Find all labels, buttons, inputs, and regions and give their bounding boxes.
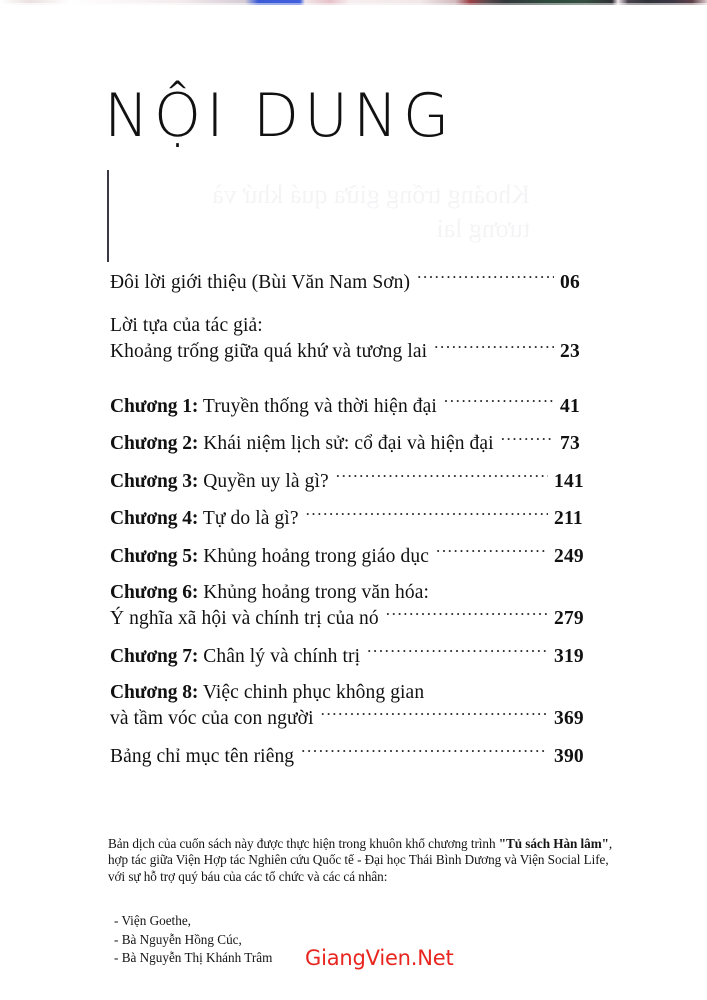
toc-entry-chapter-2[interactable] (110, 430, 600, 457)
leader-dots (336, 467, 548, 487)
leader-dots (386, 605, 548, 625)
credit-item: - Viện Goethe, (114, 913, 191, 928)
scan-edge-strip (0, 0, 707, 5)
footer-note-series-name: "Tủ sách Hàn lâm" (498, 836, 609, 851)
leader-dots (367, 642, 548, 662)
chapter-title: Truyền thống và thời hiện đại (202, 395, 437, 417)
leader-dots (434, 338, 554, 358)
toc-page-number: 23 (560, 341, 580, 362)
chapter-label: Chương 5: (110, 545, 199, 567)
chapter-label: Chương 4: (110, 508, 199, 529)
leader-dots (321, 705, 548, 725)
toc-entry-index[interactable] (110, 742, 600, 769)
toc-page-number: 369 (554, 708, 584, 729)
watermark: GiangVien.Net (305, 946, 454, 970)
toc-entry-chapter-3[interactable] (110, 467, 600, 494)
toc-entry-title-line2: Khoảng trống giữa quá khứ và tương lai (110, 341, 428, 362)
toc-page-number: 06 (560, 271, 580, 293)
chapter-title: Tự do là gì? (202, 508, 299, 529)
toc-entry-title: Đôi lời giới thiệu (Bùi Văn Nam Sơn) (110, 271, 411, 293)
page-title: NỘI DUNG (104, 81, 455, 151)
chapter-title: Quyền uy là gì? (203, 470, 329, 492)
toc-page-number: 319 (554, 645, 584, 667)
leader-dots (306, 505, 548, 525)
chapter-label: Chương 3: (110, 470, 199, 492)
spacer (110, 301, 600, 313)
table-of-contents (110, 268, 600, 775)
toc-entry-intro[interactable] (110, 268, 600, 295)
footer-note-part2: , hợp tác giữa Viện Hợp tác Nghiên cứu Quốc tế - Đại học Thái Bình Dương và Viện Social Life, với sự hỗ trợ quý báu của các tổ chức và các cá nhân: (108, 836, 613, 884)
toc-entry-title (110, 506, 299, 531)
toc-entry-chapter-5[interactable] (110, 542, 600, 569)
toc-entry-title (110, 394, 437, 419)
chapter-title-line2: Ý nghĩa xã hội và chính trị của nó (110, 608, 379, 629)
bleed-through-ghost-text (200, 178, 530, 258)
leader-dots (501, 430, 554, 450)
toc-entry-title (110, 580, 600, 605)
chapter-title-line1: Khủng hoảng trong văn hóa: (203, 581, 429, 603)
chapter-label: Chương 7: (110, 645, 199, 667)
toc-entry-title (110, 680, 600, 705)
footer-note (108, 836, 614, 885)
toc-page-number: 211 (554, 508, 583, 529)
chapter-title-line1: Việc chinh phục không gian (202, 681, 425, 703)
toc-entry-title (110, 431, 494, 456)
credit-item: - Bà Nguyễn Hồng Cúc, (114, 931, 242, 947)
toc-entry-title: Bảng chỉ mục tên riêng (110, 745, 295, 767)
chapter-label: Chương 6: (110, 581, 199, 603)
chapter-label: Chương 1: (110, 395, 199, 417)
toc-entry-title-line1: Lời tựa của tác giả: (110, 314, 263, 336)
toc-entry-preface[interactable] (110, 313, 600, 365)
chapter-title: Khủng hoảng trong giáo dục (203, 545, 429, 567)
toc-page-number: 141 (554, 470, 584, 492)
toc-page-number: 249 (554, 545, 584, 567)
leader-dots (301, 742, 548, 762)
chapter-title-line2: và tầm vóc của con người (110, 708, 314, 729)
toc-entry-chapter-4[interactable] (110, 505, 600, 532)
chapter-title: Chân lý và chính trị (203, 645, 361, 667)
toc-entry-chapter-6[interactable] (110, 580, 600, 632)
toc-page-number: 390 (554, 745, 584, 767)
toc-entry-title (110, 644, 360, 669)
toc-entry-chapter-7[interactable] (110, 642, 600, 669)
toc-entry-title (110, 544, 429, 569)
spacer (110, 370, 600, 392)
toc-page-number: 73 (560, 433, 580, 454)
toc-page-number: 41 (560, 395, 580, 417)
toc-page-number: 279 (554, 608, 584, 629)
toc-entry-chapter-8[interactable] (110, 680, 600, 732)
credit-item: - Bà Nguyễn Thị Khánh Trâm (114, 950, 273, 965)
chapter-label: Chương 8: (110, 681, 199, 703)
toc-entry-chapter-1[interactable] (110, 392, 600, 419)
footer-note-part1: Bản dịch của cuốn sách này được thực hiện trong khuôn khổ chương trình (108, 836, 499, 851)
leader-dots (436, 542, 548, 562)
leader-dots (417, 268, 554, 288)
toc-entry-title (110, 469, 329, 494)
chapter-label: Chương 2: (110, 433, 199, 454)
chapter-title: Khái niệm lịch sử: cổ đại và hiện đại (203, 433, 494, 454)
title-divider-rule (107, 170, 109, 262)
leader-dots (444, 392, 554, 412)
